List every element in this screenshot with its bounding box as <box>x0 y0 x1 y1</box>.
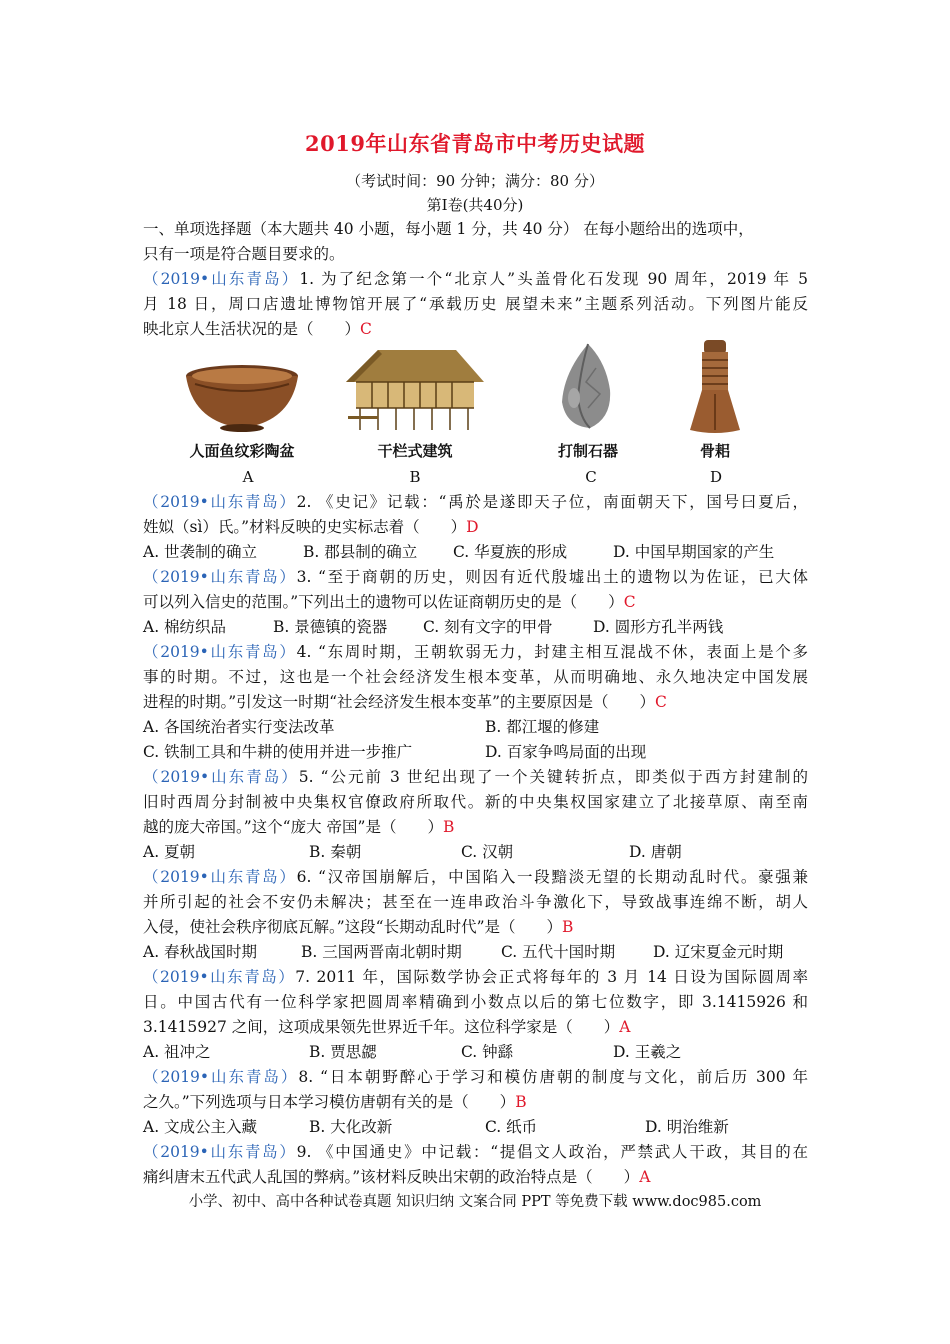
q3-answer: C <box>623 593 636 611</box>
q8-option-a: A. 文成公主入藏 <box>143 1118 258 1136</box>
q6-option-c: C. 五代十国时期 <box>501 943 616 961</box>
q2-line1: （2019•山东青岛）2. 《史记》记载：“禹於是遂即天子位，南面朝天下，国号曰夏后， <box>143 493 808 511</box>
q5-answer: B <box>442 818 455 836</box>
q7-option-b: B. 贾思勰 <box>309 1043 377 1061</box>
q6-line2: 并所引起的社会不安仍未解决；甚至在一连串政治斗争激化下，导致战事连绵不断，胡人 <box>143 893 808 911</box>
q2-option-a: A. 世袭制的确立 <box>143 543 258 561</box>
section-intro-1: 一、单项选择题（本大题共 40 小题，每小题 1 分，共 40 分） 在每小题给出的选项中， <box>143 220 754 238</box>
q7-line2: 日。中国古代有一位科学家把圆周率精确到小数点以后的第七位数字，即 3.1415926 和 <box>143 993 808 1011</box>
q3-option-a: A. 棉纺织品 <box>143 618 227 636</box>
q8-answer: B <box>515 1093 527 1111</box>
q3-line2: 可以列入信史的范围。”下列出土的遗物可以佐证商朝历史的是（ ）C <box>143 593 636 611</box>
q7-option-c: C. 钟繇 <box>461 1043 514 1061</box>
q5-option-a: A. 夏朝 <box>143 843 196 861</box>
q9-source: （2019•山东青岛） <box>143 1143 297 1161</box>
q1-line2: 月 18 日，周口店遗址博物馆开展了“承载历史 展望未来”主题系列活动。下列图片能反 <box>143 295 808 313</box>
q7-answer: A <box>619 1018 631 1036</box>
image-letter-b: B <box>409 468 421 486</box>
q2-option-b: B. 郡县制的确立 <box>303 543 418 561</box>
q5-option-d: D. 唐朝 <box>629 843 682 861</box>
section-intro-2: 只有一项是符合题目要求的。 <box>143 245 345 263</box>
q2-source: （2019•山东青岛） <box>143 493 297 511</box>
q3-option-b: B. 景德镇的瓷器 <box>273 618 388 636</box>
q1-source: （2019•山东青岛） <box>143 270 300 288</box>
q3-line1: （2019•山东青岛）3. “至于商朝的历史，则因有近代殷墟出土的遗物以为佐证，已大体 <box>143 568 808 586</box>
q3-option-d: D. 圆形方孔半两钱 <box>593 618 724 636</box>
q6-option-b: B. 三国两晋南北朝时期 <box>301 943 462 961</box>
q1-line1: （2019•山东青岛）1. 为了纪念第一个“北京人”头盖骨化石发现 90 周年，2019 年 5 <box>143 270 808 288</box>
q1-answer: C <box>360 320 372 338</box>
q6-option-d: D. 辽宋夏金元时期 <box>653 943 784 961</box>
q5-line2: 旧时西周分封制被中央集权官僚政府所取代。新的中央集权国家建立了北接草原、南至南 <box>143 793 808 811</box>
q6-option-a: A. 春秋战国时期 <box>143 943 258 961</box>
q4-option-b: B. 都江堰的修建 <box>485 718 600 736</box>
q7-option-d: D. 王羲之 <box>613 1043 682 1061</box>
q4-option-c: C. 铁制工具和牛耕的使用并进一步推广 <box>143 743 413 761</box>
image-caption-d: 骨耜 <box>699 442 730 460</box>
q4-option-a: A. 各国统治者实行变法改革 <box>143 718 335 736</box>
volume-heading: 第Ⅰ卷(共40分) <box>426 196 524 214</box>
q8-line1: （2019•山东青岛）8. “日本朝野醉心于学习和模仿唐朝的制度与文化，前后历 300 年 <box>143 1068 808 1086</box>
q7-line1: （2019•山东青岛）7. 2011 年，国际数学协会正式将每年的 3 月 14 日设为国际圆周率 <box>143 968 808 986</box>
q8-option-b: B. 大化改新 <box>309 1118 393 1136</box>
q2-answer: D <box>466 518 479 536</box>
q8-option-c: C. 纸币 <box>485 1118 538 1136</box>
q5-line1: （2019•山东青岛）5. “公元前 3 世纪出现了一个关键转折点，即类似于西方封建制的 <box>143 768 808 786</box>
q2-option-c: C. 华夏族的形成 <box>453 543 568 561</box>
exam-info: （考试时间：90 分钟；满分：80 分） <box>346 172 604 190</box>
q4-answer: C <box>655 693 667 711</box>
q9-line1: （2019•山东青岛）9. 《中国通史》中记载：“提倡文人政治，严禁武人干政，其目的在 <box>143 1143 808 1161</box>
image-caption-c: 打制石器 <box>557 442 618 460</box>
q3-option-c: C. 刻有文字的甲骨 <box>423 618 553 636</box>
q2-line2: 姓姒（sì）氏。”材料反映的史实标志着（ ）D <box>143 518 479 536</box>
q6-source: （2019•山东青岛） <box>143 868 297 886</box>
q4-option-d: D. 百家争鸣局面的出现 <box>485 743 647 761</box>
q3-source: （2019•山东青岛） <box>143 568 297 586</box>
chipped-stone-tool-image <box>556 342 616 430</box>
q7-line3: 3.1415927 之间，这项成果领先世界近千年。这位科学家是（ ）A <box>143 1018 631 1036</box>
painted-pottery-basin-image <box>183 362 301 434</box>
q6-answer: B <box>562 918 574 936</box>
image-caption-b: 干栏式建筑 <box>377 442 453 460</box>
q5-source: （2019•山东青岛） <box>143 768 299 786</box>
image-letter-d: D <box>709 468 723 486</box>
q6-line1: （2019•山东青岛）6. “汉帝国崩解后，中国陷入一段黯淡无望的长期动乱时代。豪强兼 <box>143 868 808 886</box>
q7-source: （2019•山东青岛） <box>143 968 296 986</box>
image-caption-a: 人面鱼纹彩陶盆 <box>189 442 295 460</box>
q9-answer: A <box>639 1168 651 1186</box>
stilt-house-image <box>338 346 488 432</box>
page-footer: 小学、初中、高中各种试卷真题 知识归纳 文案合同 PPT 等免费下载 www.doc985.com <box>188 1194 762 1210</box>
image-letter-a: A <box>242 468 254 486</box>
q2-option-d: D. 中国早期国家的产生 <box>613 543 775 561</box>
q4-line2: 事的时期。不过，这也是一个社会经济发生根本变革，从而明确地、永久地决定中国发展 <box>143 668 808 686</box>
q1-line3: 映北京人生活状况的是（ ）C <box>143 320 372 338</box>
q8-source: （2019•山东青岛） <box>143 1068 299 1086</box>
image-letter-c: C <box>585 468 597 486</box>
q8-option-d: D. 明治维新 <box>645 1118 729 1136</box>
q7-option-a: A. 祖冲之 <box>143 1043 211 1061</box>
q4-source: （2019•山东青岛） <box>143 643 297 661</box>
q9-line2: 痛纠唐末五代武人乱国的弊病。”该材料反映出宋朝的政治特点是（ ）A <box>143 1168 651 1186</box>
q4-line1: （2019•山东青岛）4. “东周时期，王朝软弱无力，封建主相互混战不休，表面上是个多 <box>143 643 808 661</box>
page-title: 2019年山东省青岛市中考历史试题 <box>305 131 645 156</box>
q6-line3: 入侵，使社会秩序彻底瓦解。”这段“长期动乱时代”是（ ）B <box>143 918 574 936</box>
q5-option-b: B. 秦朝 <box>309 843 362 861</box>
q5-option-c: C. 汉朝 <box>461 843 514 861</box>
q5-line3: 越的庞大帝国。”这个“庞大 帝国”是（ ）B <box>143 818 455 836</box>
bone-spade-image <box>686 336 744 438</box>
q8-line2: 之久。”下列选项与日本学习模仿唐朝有关的是（ ）B <box>143 1093 527 1111</box>
q4-line3: 进程的时期。”引发这一时期“社会经济发生根本变革”的主要原因是（ ）C <box>143 693 667 711</box>
